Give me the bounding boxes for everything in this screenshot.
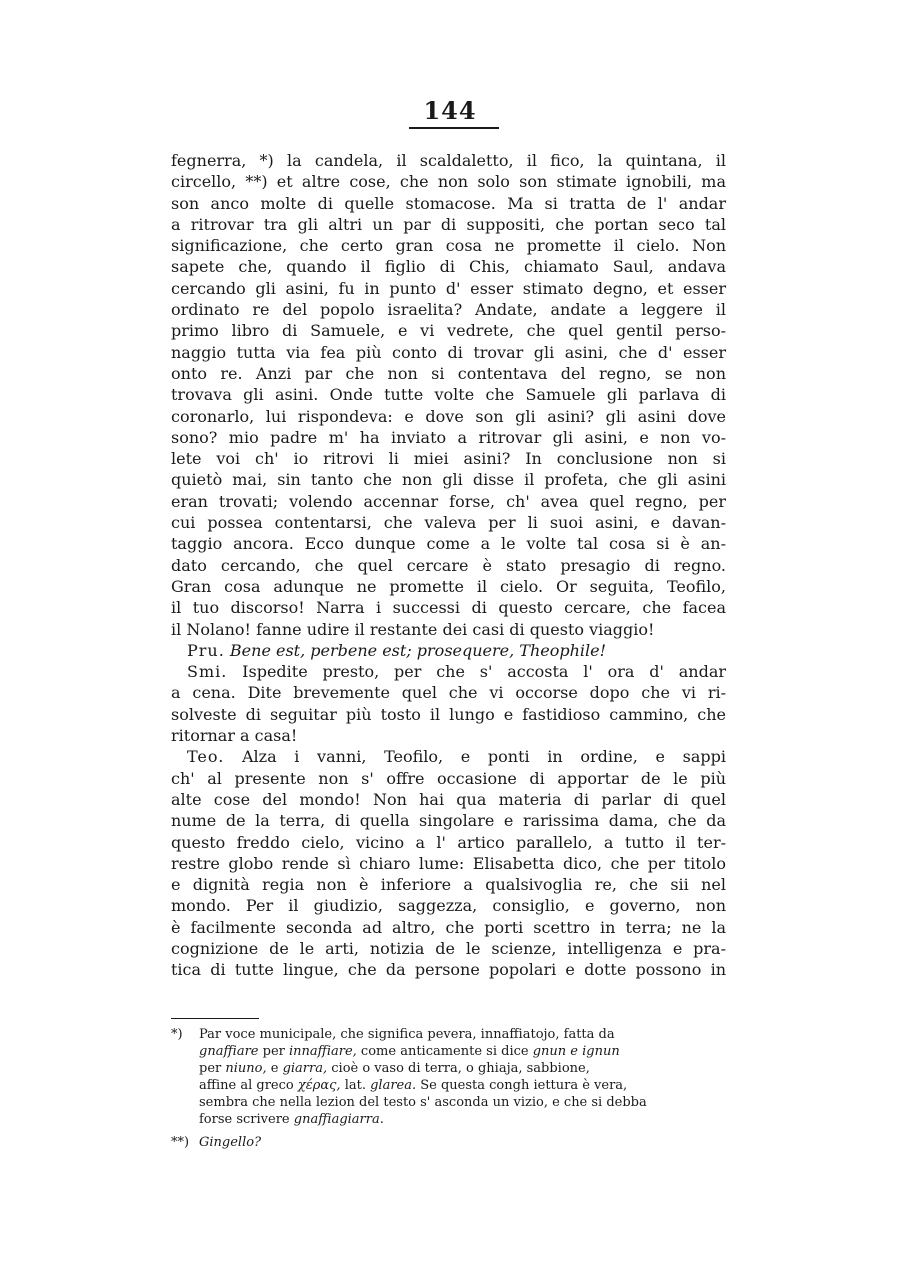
- dialogue-teo: [171, 746, 726, 767]
- text-run: affine al greco: [199, 1078, 298, 1093]
- text-line: primo libro di Samuele, e vi vedrete, che quel gentil perso-: [171, 321, 726, 341]
- text-line: tica di tutte lingue, che da persone popolari e dotte possono in: [171, 960, 726, 980]
- text-line: naggio tutta via fea più conto di trovar gli asini, che d' esser: [171, 342, 726, 362]
- page-number: 144: [423, 96, 477, 125]
- italic-term: gnaffiagiarra.: [293, 1112, 384, 1127]
- footnotes: [171, 1026, 726, 1151]
- text-line: son anco molte di quelle stomacose. Ma si tratta de l' andar: [171, 193, 726, 213]
- speaker-label: Pru.: [187, 640, 225, 660]
- text-run: per: [258, 1044, 289, 1059]
- italic-term: glarea.: [370, 1078, 417, 1093]
- text-line: solveste di seguitar più tosto il lungo e fastidioso cammino, che: [171, 704, 726, 724]
- text-line: Gran cosa adunque ne promette il cielo. Or seguita, Teofilo,: [171, 576, 726, 596]
- footnote-rule: [171, 1018, 259, 1019]
- text-line: alte cose del mondo! Non hai qua materia di parlar di quel: [171, 789, 726, 809]
- text-run: cioè o vaso di terra, o ghiaja, sabbione,: [327, 1061, 590, 1076]
- footnote-mark: *): [171, 1027, 183, 1042]
- text-line: mondo. Per il giudizio, saggezza, consiglio, e governo, non: [171, 896, 726, 916]
- text-line: restre globo rende sì chiaro lume: Elisabetta dico, che per titolo: [171, 853, 726, 873]
- text-line: a cena. Dite brevemente quel che vi occorse dopo che vi ri-: [171, 683, 726, 703]
- italic-term: giarra,: [282, 1061, 328, 1076]
- text-run: per: [199, 1061, 226, 1076]
- footnote-line: [171, 1043, 726, 1060]
- text-line: trovava gli asini. Onde tutte volte che Samuele gli parlava di: [171, 385, 726, 405]
- italic-term: innaffiare,: [288, 1044, 357, 1059]
- text-run: Par voce municipale, che significa pevera, innaffiatojo, fatta da: [199, 1027, 615, 1042]
- text-line: sono? mio padre m' ha inviato a ritrovar gli asini, e non vo-: [171, 427, 726, 447]
- italic-term: χέρας,: [297, 1078, 341, 1093]
- italic-term: gnun e ignun: [532, 1044, 620, 1059]
- text-line: cui possea contentarsi, che valeva per li suoi asini, e davan-: [171, 513, 726, 533]
- page-number-rule: [409, 127, 499, 129]
- text-run: forse scrivere: [199, 1112, 294, 1127]
- italic-term: niuno,: [225, 1061, 267, 1076]
- footnote-line: sembra che nella lezion del testo s' asconda un vizio, e che si debba: [199, 1095, 647, 1110]
- text-line: ch' al presente non s' offre occasione di apportar de le più: [171, 768, 726, 788]
- text-line: ordinato re del popolo israelita? Andate, andate a leggere il: [171, 300, 726, 320]
- text-line: lete voi ch' io ritrovi li miei asini? In conclusione non si: [171, 449, 726, 469]
- text-line: dato cercando, che quel cercare è stato presagio di regno.: [171, 555, 726, 575]
- text-line: fegnerra, *) la candela, il scaldaletto, il fico, la quintana, il: [171, 151, 726, 170]
- italic-term: Gingello?: [199, 1135, 262, 1150]
- footnote-1: [171, 1026, 726, 1043]
- text-line: il tuo discorso! Narra i successi di questo cercare, che facea: [171, 598, 726, 618]
- text-run: come anticamente si dice: [356, 1044, 533, 1059]
- latin-quote: Bene est, perbene est; prosequere, Theophile!: [229, 640, 607, 660]
- text-line: onto re. Anzi par che non si contentava del regno, se non: [171, 363, 726, 383]
- footnote-line: [171, 1060, 726, 1077]
- speaker-label: Teo.: [187, 747, 225, 767]
- text-line: a ritrovar tra gli altri un par di suppositi, che portan seco tal: [171, 214, 726, 234]
- text-line: questo freddo cielo, vicino a l' artico parallelo, a tutto il ter-: [171, 832, 726, 852]
- footnote-2: [171, 1134, 726, 1151]
- text-line: cercando gli asini, fu in punto d' esser stimato degno, et esser: [171, 278, 726, 298]
- dialogue-pru: [171, 640, 726, 661]
- text-run: Ispedite presto, per che s' accosta l' ora d' andar: [242, 662, 726, 682]
- text-line: cognizione de le arti, notizia de le scienze, intelligenza e pra-: [171, 938, 726, 958]
- text-line: significazione, che certo gran cosa ne promette il cielo. Non: [171, 236, 726, 256]
- text-line: il Nolano! fanne udire il restante dei casi di questo viaggio!: [171, 619, 655, 639]
- text-line: quietò mai, sin tanto che non gli disse il profeta, che gli asini: [171, 470, 726, 490]
- text-line: e dignità regia non è inferiore a qualsivoglia re, che sii nel: [171, 875, 726, 895]
- footnote-line: [171, 1077, 726, 1094]
- text-line: taggio ancora. Ecco dunque come a le volte tal cosa si è an-: [171, 534, 726, 554]
- text-run: e: [266, 1061, 283, 1076]
- text-line: circello, **) et altre cose, che non solo son stimate ignobili, ma: [171, 172, 726, 192]
- speaker-label: Smi.: [187, 662, 228, 682]
- dialogue-smi: [171, 661, 726, 682]
- text-line: eran trovati; volendo accennar forse, ch' avea quel regno, per: [171, 491, 726, 511]
- footnote-mark: **): [171, 1135, 190, 1150]
- text-run: lat.: [340, 1078, 371, 1093]
- text-line: coronarlo, lui rispondeva: e dove son gli asini? gli asini dove: [171, 406, 726, 426]
- footnote-line: [171, 1111, 726, 1128]
- text-run: Alza i vanni, Teofilo, e ponti in ordine, e sappi: [242, 747, 726, 767]
- text-line: ritornar a casa!: [171, 726, 298, 746]
- text-run: Se questa congh iettura è vera,: [416, 1078, 628, 1093]
- body-text: [171, 150, 726, 981]
- italic-term: gnaffiare: [199, 1044, 259, 1059]
- text-line: nume de la terra, di quella singolare e rarissima dama, che da: [171, 811, 726, 831]
- text-line: sapete che, quando il figlio di Chis, chiamato Saul, andava: [171, 257, 726, 277]
- text-line: è facilmente seconda ad altro, che porti scettro in terra; ne la: [171, 917, 726, 937]
